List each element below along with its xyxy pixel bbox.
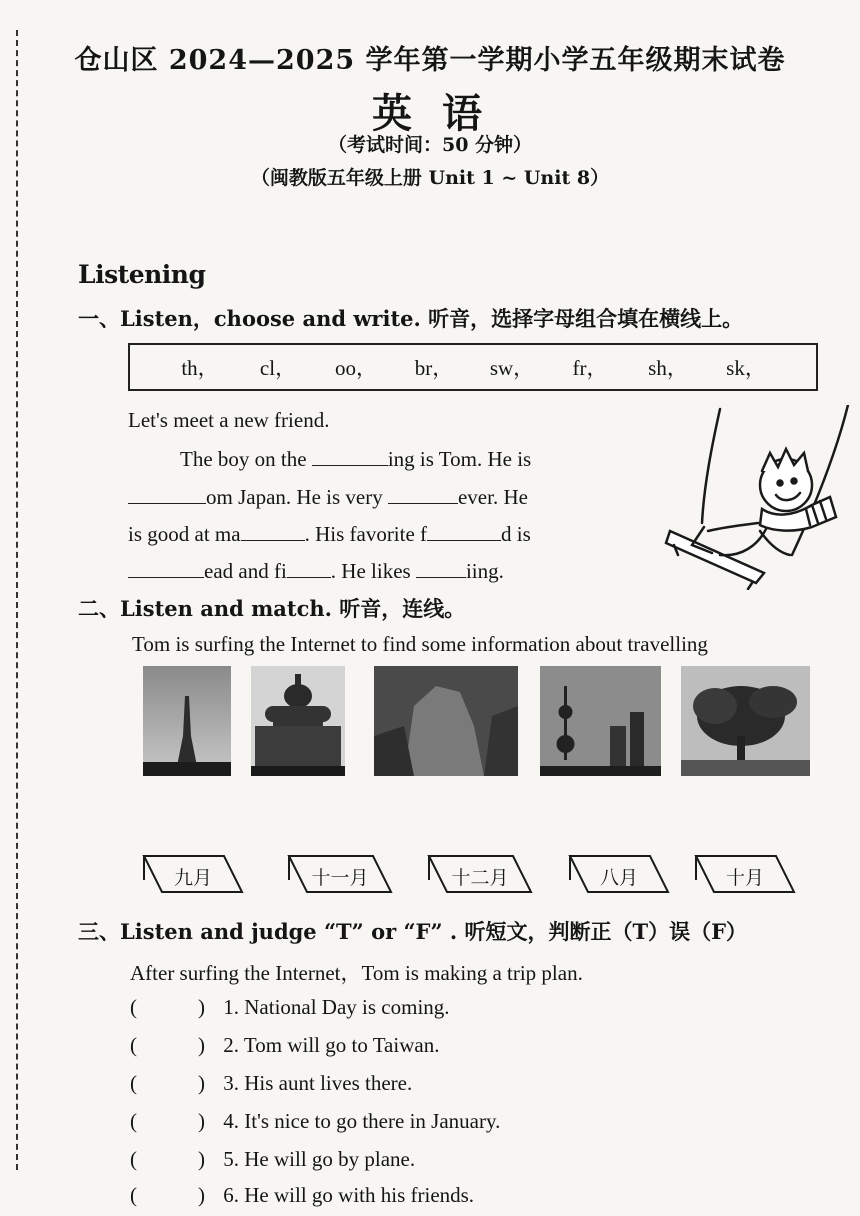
answer-blank[interactable] — [388, 485, 458, 504]
letter-option: cl， — [259, 356, 297, 380]
letter-option: oo， — [335, 356, 377, 380]
section2-heading: 二、Listen and match. 听音，连线。 — [78, 596, 466, 621]
church-photo[interactable] — [251, 666, 345, 776]
month-tag-november[interactable]: 十一月 — [285, 854, 395, 894]
tree-photo[interactable] — [681, 666, 810, 776]
tower-photo[interactable] — [143, 666, 231, 776]
binding-dashed-line — [16, 30, 18, 1170]
month-tag-october[interactable]: 十月 — [692, 854, 798, 894]
judge-item[interactable]: ( ) 5. He will go by plane. — [130, 1147, 416, 1171]
answer-blank[interactable] — [427, 522, 501, 541]
exam-title: 仓山区 2024—2025 学年第一学期小学五年级期末试卷 — [74, 45, 786, 76]
answer-blank[interactable] — [287, 559, 331, 578]
judge-item[interactable]: ( ) 1. National Day is coming. — [130, 995, 450, 1019]
passage-line-4: ead and fi . He likes iing. — [128, 559, 504, 584]
letter-combination-box — [128, 343, 818, 391]
passage-line-2: om Japan. He is very ever. He — [128, 485, 528, 510]
boy-on-swing-illustration — [662, 405, 852, 590]
passage-line-1: The boy on the ing is Tom. He is — [180, 447, 532, 471]
city-tower-photo[interactable] — [540, 666, 661, 776]
answer-blank[interactable] — [241, 522, 305, 541]
letter-option: fr， — [572, 356, 608, 380]
exam-time: （考试时间：50 分钟） — [327, 134, 533, 156]
section2-intro: Tom is surfing the Internet to find some information about travelling — [132, 632, 708, 656]
judge-item[interactable]: ( ) 3. His aunt lives there. — [130, 1071, 413, 1095]
section3-heading: 三、Listen and judge “T” or “F” . 听短文，判断正（T）误（F） — [78, 919, 747, 944]
letter-option: th， — [181, 356, 219, 380]
section1-intro: Let's meet a new friend. — [128, 408, 330, 432]
answer-blank[interactable] — [312, 447, 388, 466]
judge-item[interactable]: ( ) 4. It's nice to go there in January. — [130, 1109, 501, 1133]
rock-photo[interactable] — [374, 666, 518, 776]
letter-option: sw， — [489, 356, 535, 380]
answer-blank[interactable] — [128, 559, 204, 578]
month-tag-december[interactable]: 十二月 — [425, 854, 535, 894]
answer-blank[interactable] — [128, 485, 206, 504]
judge-item[interactable]: ( ) 6. He will go with his friends. — [130, 1183, 475, 1207]
passage-line-3: is good at ma . His favorite f d is — [128, 522, 531, 546]
part-label-listening: Listening — [78, 260, 206, 289]
answer-blank[interactable] — [416, 559, 466, 578]
judge-item[interactable]: ( ) 2. Tom will go to Taiwan. — [130, 1033, 440, 1057]
letter-option: sk， — [726, 356, 766, 380]
letter-option: br， — [414, 356, 454, 380]
letter-option: sh， — [648, 356, 688, 380]
month-tag-september[interactable]: 九月 — [140, 854, 246, 894]
section1-heading: 一、Listen，choose and write. 听音，选择字母组合填在横线上。 — [78, 306, 744, 331]
subject-title: 英语 — [372, 90, 512, 137]
section3-intro: After surfing the Internet，Tom is making a trip plan. — [130, 961, 583, 985]
exam-scope: （闽教版五年级上册 Unit 1 ~ Unit 8） — [250, 167, 610, 189]
month-tag-august[interactable]: 八月 — [566, 854, 672, 894]
